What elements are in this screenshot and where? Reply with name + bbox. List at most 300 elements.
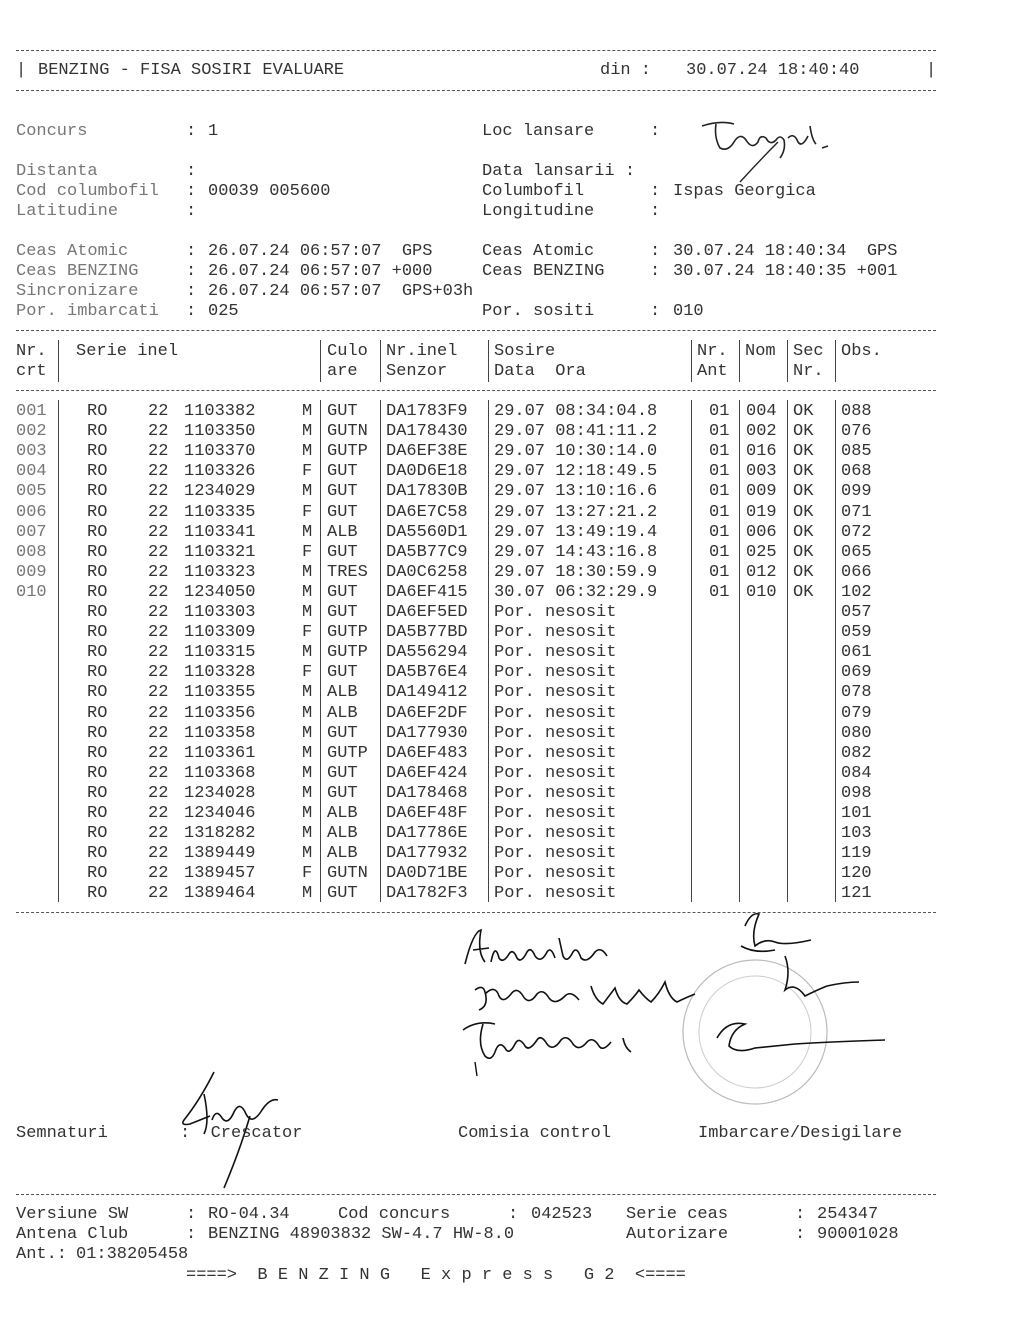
header-right-bar: |: [926, 61, 937, 80]
table-row: [0, 784, 1024, 804]
cell-arrival: 29.07 13:10:16.6: [494, 482, 658, 502]
cell-ring: 1103303: [184, 603, 256, 622]
autorizare-colon: :: [795, 1225, 806, 1244]
cell-sex: M: [302, 824, 313, 844]
cell-nom: 019: [746, 502, 777, 522]
cell-sensor: DA177930: [386, 723, 468, 743]
distanta-colon: :: [186, 162, 197, 181]
col-sep: [320, 340, 321, 382]
cell-country: RO: [87, 804, 108, 823]
cell-obs: 065: [841, 542, 872, 562]
cell-arrival: 29.07 13:49:19.4: [494, 522, 658, 542]
cell-country: RO: [87, 623, 108, 643]
table-row: [0, 462, 1024, 482]
cell-sex: M: [302, 683, 313, 703]
cell-sensor: DA177932: [386, 844, 468, 864]
cell-sensor: DA6EF483: [386, 743, 468, 763]
cell-nr: 005: [16, 482, 47, 502]
th-nr-ant-1: Nr.: [697, 342, 728, 361]
cell-arrival: Por. nesosit: [494, 804, 617, 823]
cell-sensor: DA17786E: [386, 824, 468, 844]
cell-ring: 1103356: [184, 703, 256, 723]
cell-obs: 078: [841, 683, 872, 703]
cell-year: 22: [148, 884, 169, 904]
cell-sex: M: [302, 723, 313, 743]
latitudine-colon: :: [186, 202, 197, 221]
cell-country: RO: [87, 824, 108, 844]
table-header-rule: [16, 390, 936, 391]
cell-sensor: DA178468: [386, 783, 468, 803]
th-sec-2: Nr.: [793, 362, 824, 381]
cell-obs: 085: [841, 442, 872, 462]
cell-antenna: 01: [709, 562, 730, 582]
table-row: [0, 864, 1024, 884]
cell-nr: 008: [16, 542, 47, 562]
ceas-benzing-start-value: 26.07.24 06:57:07 +000: [208, 262, 433, 281]
cell-color: GUT: [327, 402, 358, 421]
cell-color: ALB: [327, 824, 358, 844]
columbofil-colon: :: [650, 182, 661, 201]
cell-sensor: DA178430: [386, 422, 468, 442]
c2-colon: :: [186, 262, 197, 281]
table-row: [0, 603, 1024, 623]
ceas-benzing-end-label: Ceas BENZING: [482, 262, 605, 281]
cell-year: 22: [148, 643, 169, 663]
longitudine-label: Longitudine: [482, 202, 595, 221]
table-row: [0, 422, 1024, 442]
cell-sex: M: [302, 562, 313, 582]
cod-concurs-value: 042523: [531, 1205, 593, 1224]
cell-country: RO: [87, 643, 108, 663]
cell-sec: OK: [793, 502, 814, 522]
cell-arrival: Por. nesosit: [494, 763, 617, 783]
table-row: [0, 482, 1024, 502]
cell-year: 22: [148, 442, 169, 462]
c1-colon: :: [186, 242, 197, 261]
cell-color: ALB: [327, 844, 358, 864]
th-serie-inel: Serie inel: [76, 342, 179, 361]
cell-color: GUT: [327, 502, 358, 522]
cell-year: 22: [148, 482, 169, 502]
cell-country: RO: [87, 844, 108, 864]
cell-arrival: 29.07 18:30:59.9: [494, 562, 658, 582]
crescator-label: : Crescator: [180, 1124, 303, 1143]
cell-sex: M: [302, 422, 313, 442]
cell-antenna: 01: [709, 502, 730, 522]
table-top-rule: [16, 330, 936, 331]
cell-sensor: DA6EF38E: [386, 442, 468, 462]
antena-value: BENZING 48903832 SW-4.7 HW-8.0: [208, 1225, 515, 1244]
cell-sensor: DA6EF5ED: [386, 603, 468, 622]
cell-ring: 1318282: [184, 824, 256, 844]
por-imbarcati-label: Por. imbarcati: [16, 302, 159, 321]
table-row: [0, 402, 1024, 422]
cell-sex: M: [302, 763, 313, 783]
cell-country: RO: [87, 884, 108, 904]
cell-ring: 1103350: [184, 422, 256, 442]
cell-obs: 059: [841, 623, 872, 643]
cod-columbofil-label: Cod columbofil: [16, 182, 159, 201]
cell-obs: 119: [841, 844, 872, 864]
c4-colon: :: [186, 302, 197, 321]
cell-country: RO: [87, 522, 108, 542]
cell-color: GUT: [327, 482, 358, 502]
cell-sensor: DA6EF48F: [386, 804, 468, 823]
cell-color: GUT: [327, 723, 358, 743]
table-row: [0, 824, 1024, 844]
cell-antenna: 01: [709, 542, 730, 562]
latitudine-label: Latitudine: [16, 202, 119, 221]
cell-color: GUTP: [327, 743, 368, 763]
cell-year: 22: [148, 804, 169, 823]
cell-year: 22: [148, 542, 169, 562]
cell-ring: 1103321: [184, 542, 256, 562]
cell-color: GUTN: [327, 422, 368, 442]
cell-obs: 080: [841, 723, 872, 743]
cell-obs: 084: [841, 763, 872, 783]
header-top-rule: [16, 50, 936, 51]
table-row: [0, 683, 1024, 703]
cell-sec: OK: [793, 422, 814, 442]
cell-sensor: DA6EF2DF: [386, 703, 468, 723]
table-row: [0, 523, 1024, 543]
th-nr: Nr.: [16, 342, 47, 361]
cell-country: RO: [87, 422, 108, 442]
cell-ring: 1103335: [184, 502, 256, 522]
date-label: din :: [600, 61, 652, 80]
cell-year: 22: [148, 502, 169, 522]
cell-country: RO: [87, 723, 108, 743]
antena-label: Antena Club: [16, 1225, 129, 1244]
th-sosire: Sosire: [494, 342, 556, 361]
cell-arrival: 29.07 14:43:16.8: [494, 542, 658, 562]
cell-sensor: DA5B77C9: [386, 542, 468, 562]
th-nom: Nom: [745, 342, 776, 361]
cell-sec: OK: [793, 562, 814, 582]
cell-ring: 1103326: [184, 462, 256, 482]
cell-ring: 1389457: [184, 864, 256, 884]
cell-sensor: DA5B77BD: [386, 623, 468, 643]
cell-year: 22: [148, 763, 169, 783]
cell-nom: 003: [746, 462, 777, 482]
serie-ceas-label: Serie ceas: [626, 1205, 729, 1224]
cell-arrival: Por. nesosit: [494, 623, 617, 643]
cell-obs: 079: [841, 703, 872, 723]
sincronizare-value: 26.07.24 06:57:07 GPS+03h: [208, 282, 474, 301]
cell-ring: 1103315: [184, 643, 256, 663]
th-culoare-1: Culo: [327, 342, 368, 361]
cell-sex: M: [302, 442, 313, 462]
table-row: [0, 884, 1024, 904]
cell-country: RO: [87, 783, 108, 803]
cell-nr: 001: [16, 402, 47, 421]
cell-antenna: 01: [709, 402, 730, 421]
r2-colon: :: [650, 262, 661, 281]
comisia-control-label: Comisia control: [458, 1124, 612, 1143]
cell-country: RO: [87, 763, 108, 783]
cell-ring: 1234028: [184, 783, 256, 803]
cell-nom: 016: [746, 442, 777, 462]
cell-nom: 010: [746, 582, 777, 602]
versiune-colon: :: [186, 1205, 197, 1224]
cell-arrival: Por. nesosit: [494, 844, 617, 864]
cell-ring: 1389464: [184, 884, 256, 904]
th-data-ora: Data Ora: [494, 362, 586, 381]
signature-commission: [455, 912, 895, 1088]
cell-obs: 098: [841, 783, 872, 803]
cell-arrival: 29.07 12:18:49.5: [494, 462, 658, 482]
cell-arrival: 29.07 13:27:21.2: [494, 502, 658, 522]
cell-sec: OK: [793, 402, 814, 421]
cell-country: RO: [87, 462, 108, 482]
cell-antenna: 01: [709, 442, 730, 462]
c3-colon: :: [186, 282, 197, 301]
cell-year: 22: [148, 703, 169, 723]
por-sositi-label: Por. sositi: [482, 302, 595, 321]
cell-sex: F: [302, 663, 313, 683]
cell-year: 22: [148, 603, 169, 622]
cell-arrival: Por. nesosit: [494, 743, 617, 763]
cell-arrival: 29.07 10:30:14.0: [494, 442, 658, 462]
cell-obs: 057: [841, 603, 872, 622]
cell-ring: 1103370: [184, 442, 256, 462]
cell-country: RO: [87, 502, 108, 522]
cell-ring: 1103341: [184, 522, 256, 542]
longitudine-colon: :: [650, 202, 661, 221]
cell-sex: F: [302, 864, 313, 884]
cell-ring: 1103323: [184, 562, 256, 582]
cell-sensor: DA149412: [386, 683, 468, 703]
cell-country: RO: [87, 864, 108, 884]
ceas-atomic-end-value: 30.07.24 18:40:34 GPS: [673, 242, 898, 261]
table-row: [0, 583, 1024, 603]
columbofil-label: Columbofil: [482, 182, 585, 201]
cell-arrival: Por. nesosit: [494, 864, 617, 884]
cell-arrival: Por. nesosit: [494, 884, 617, 904]
cell-year: 22: [148, 844, 169, 864]
sincronizare-label: Sincronizare: [16, 282, 139, 301]
cell-country: RO: [87, 482, 108, 502]
table-row: [0, 724, 1024, 744]
th-crt: crt: [16, 362, 47, 381]
cell-nr: 006: [16, 502, 47, 522]
cell-country: RO: [87, 703, 108, 723]
cell-color: GUT: [327, 884, 358, 904]
cell-color: GUT: [327, 783, 358, 803]
cell-arrival: 30.07 06:32:29.9: [494, 582, 658, 602]
r1-colon: :: [650, 242, 661, 261]
cell-nr: 007: [16, 522, 47, 542]
cell-sec: OK: [793, 482, 814, 502]
cell-nom: 002: [746, 422, 777, 442]
brand-line: ====> B E N Z I N G E x p r e s s G 2 <====: [186, 1266, 686, 1285]
cell-nr: 009: [16, 562, 47, 582]
cell-obs: 082: [841, 743, 872, 763]
cell-sensor: DA6EF424: [386, 763, 468, 783]
cell-year: 22: [148, 623, 169, 643]
cell-color: ALB: [327, 804, 358, 823]
col-sep: [835, 340, 836, 382]
cell-antenna: 01: [709, 482, 730, 502]
cell-obs: 072: [841, 522, 872, 542]
cell-antenna: 01: [709, 422, 730, 442]
cell-sex: M: [302, 703, 313, 723]
cell-year: 22: [148, 783, 169, 803]
col-sep: [739, 340, 740, 382]
cell-ring: 1103368: [184, 763, 256, 783]
cell-ring: 1389449: [184, 844, 256, 864]
cell-color: GUTN: [327, 864, 368, 884]
cell-sex: M: [302, 482, 313, 502]
cell-ring: 1234046: [184, 804, 256, 823]
footer-top-rule: [16, 1194, 936, 1195]
cell-sensor: DA5560D1: [386, 522, 468, 542]
cell-obs: 066: [841, 562, 872, 582]
cell-ring: 1103309: [184, 623, 256, 643]
semnaturi-label: Semnaturi: [16, 1124, 108, 1143]
cell-sensor: DA6E7C58: [386, 502, 468, 522]
cell-arrival: Por. nesosit: [494, 603, 617, 622]
ceas-benzing-end-value: 30.07.24 18:40:35 +001: [673, 262, 898, 281]
cell-country: RO: [87, 603, 108, 622]
cell-year: 22: [148, 422, 169, 442]
cell-arrival: Por. nesosit: [494, 783, 617, 803]
table-row: [0, 563, 1024, 583]
cell-color: GUT: [327, 663, 358, 683]
table-row: [0, 844, 1024, 864]
cell-sex: F: [302, 462, 313, 482]
cell-sex: M: [302, 603, 313, 622]
cell-year: 22: [148, 402, 169, 421]
cell-obs: 101: [841, 804, 872, 823]
cell-arrival: Por. nesosit: [494, 723, 617, 743]
data-lansarii-label: Data lansarii :: [482, 162, 636, 181]
cell-arrival: 29.07 08:41:11.2: [494, 422, 658, 442]
th-culoare-2: are: [327, 362, 358, 381]
cell-sensor: DA0D6E18: [386, 462, 468, 482]
serie-ceas-value: 254347: [817, 1205, 879, 1224]
cell-sex: M: [302, 643, 313, 663]
th-sec-1: Sec: [793, 342, 824, 361]
cell-ring: 1103382: [184, 402, 256, 421]
cod-colon: :: [186, 182, 197, 201]
cell-sensor: DA6EF415: [386, 582, 468, 602]
loc-lansare-label: Loc lansare: [482, 122, 595, 141]
cell-color: GUTP: [327, 623, 368, 643]
cell-year: 22: [148, 582, 169, 602]
cell-nr: 003: [16, 442, 47, 462]
cell-country: RO: [87, 743, 108, 763]
distanta-label: Distanta: [16, 162, 98, 181]
cell-year: 22: [148, 522, 169, 542]
cell-ring: 1103361: [184, 743, 256, 763]
cell-sensor: DA0C6258: [386, 562, 468, 582]
cell-year: 22: [148, 864, 169, 884]
cell-sex: M: [302, 402, 313, 421]
cell-ring: 1103355: [184, 683, 256, 703]
cell-nom: 025: [746, 542, 777, 562]
cell-sensor: DA556294: [386, 643, 468, 663]
cod-columbofil-value: 00039 005600: [208, 182, 331, 201]
ant-label: Ant.:: [16, 1245, 68, 1264]
cell-antenna: 01: [709, 522, 730, 542]
cell-arrival: Por. nesosit: [494, 643, 617, 663]
cell-nom: 012: [746, 562, 777, 582]
cell-year: 22: [148, 824, 169, 844]
por-imbarcati-value: 025: [208, 302, 239, 321]
r4-colon: :: [650, 302, 661, 321]
th-nr-ant-2: Ant: [697, 362, 728, 381]
table-row: [0, 663, 1024, 683]
cell-country: RO: [87, 542, 108, 562]
versiune-value: RO-04.34: [208, 1205, 290, 1224]
cell-sex: M: [302, 522, 313, 542]
col-sep: [488, 340, 489, 382]
cell-nom: 009: [746, 482, 777, 502]
cell-sex: F: [302, 542, 313, 562]
ceas-atomic-end-label: Ceas Atomic: [482, 242, 595, 261]
cell-country: RO: [87, 663, 108, 683]
autorizare-label: Autorizare: [626, 1225, 729, 1244]
cell-color: GUTP: [327, 643, 368, 663]
cell-sensor: DA1783F9: [386, 402, 468, 421]
table-row: [0, 543, 1024, 563]
antena-colon: :: [186, 1225, 197, 1244]
cell-sex: M: [302, 804, 313, 823]
cell-sec: OK: [793, 462, 814, 482]
ceas-benzing-start-label: Ceas BENZING: [16, 262, 139, 281]
ceas-atomic-start-label: Ceas Atomic: [16, 242, 129, 261]
cod-concurs-label: Cod concurs: [338, 1205, 451, 1224]
cell-arrival: Por. nesosit: [494, 824, 617, 844]
ceas-atomic-start-value: 26.07.24 06:57:07 GPS: [208, 242, 433, 261]
cell-color: ALB: [327, 683, 358, 703]
table-row: [0, 623, 1024, 643]
th-obs: Obs.: [841, 342, 882, 361]
cell-year: 22: [148, 562, 169, 582]
cell-ring: 1103328: [184, 663, 256, 683]
cell-color: GUT: [327, 603, 358, 622]
serie-ceas-colon: :: [795, 1205, 806, 1224]
cell-color: GUT: [327, 542, 358, 562]
th-senzor: Senzor: [386, 362, 448, 381]
cell-ring: 1103358: [184, 723, 256, 743]
cell-sec: OK: [793, 442, 814, 462]
por-sositi-value: 010: [673, 302, 704, 321]
col-sep: [787, 340, 788, 382]
cell-obs: 121: [841, 884, 872, 904]
cell-country: RO: [87, 442, 108, 462]
cell-sec: OK: [793, 522, 814, 542]
cell-obs: 076: [841, 422, 872, 442]
cell-sex: M: [302, 844, 313, 864]
cell-country: RO: [87, 562, 108, 582]
cell-year: 22: [148, 462, 169, 482]
cell-nr: 004: [16, 462, 47, 482]
header-bottom-rule: [16, 90, 936, 91]
ant-value: 01:38205458: [76, 1245, 189, 1264]
table-row: [0, 643, 1024, 663]
handwritten-location: [700, 112, 850, 168]
table-row: [0, 442, 1024, 462]
imbarcare-label: Imbarcare/Desigilare: [698, 1124, 903, 1143]
cell-year: 22: [148, 683, 169, 703]
cell-sec: OK: [793, 542, 814, 562]
cell-obs: 088: [841, 402, 872, 421]
cell-color: ALB: [327, 522, 358, 542]
concurs-colon: :: [186, 122, 197, 141]
table-row: [0, 764, 1024, 784]
